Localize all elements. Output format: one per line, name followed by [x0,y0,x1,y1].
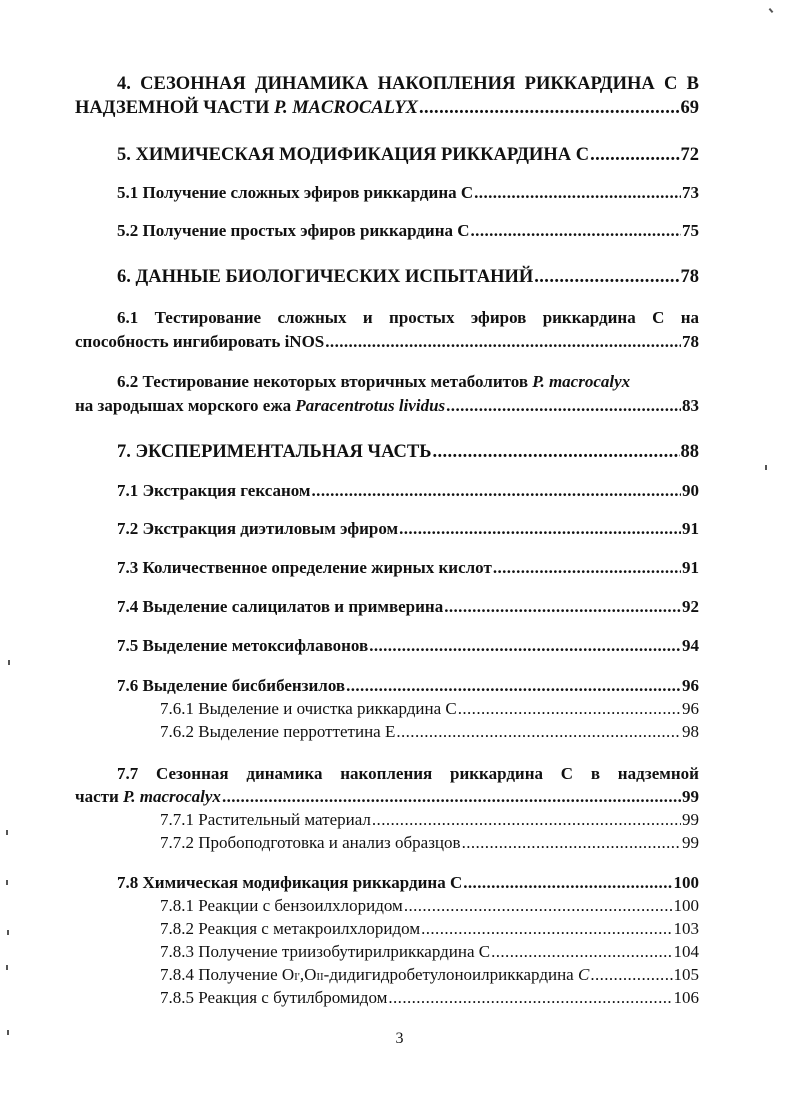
toc-word: накопления [340,764,433,783]
page-number: 92 [682,597,699,616]
page-number: 88 [680,442,699,462]
toc-entry-7-8-4 [160,964,699,988]
toc-title: 7.3 Количественное определение жирных кислот [117,558,492,577]
dot-leader [590,964,672,986]
dot-leader [325,331,681,353]
toc-title: 5.2 Получение простых эфиров риккардина С [117,221,470,240]
toc-title: ,О [299,965,317,984]
page-number: 96 [682,676,699,695]
toc-title-italic: Paracentrotus lividus [295,396,446,415]
toc-word: 4. [117,74,131,94]
dot-leader [474,182,681,204]
page-number: 104 [673,942,699,961]
dot-leader [493,557,681,579]
page-number: 91 [682,558,699,577]
toc-entry-7-2 [117,518,699,540]
toc-word: в [590,764,601,783]
page-footer-number: 3 [395,1030,404,1047]
toc-title: 7.6.2 Выделение перроттетина Е [160,722,396,741]
toc-title: 7.8.4 Получение О [160,965,295,984]
toc-word: С [663,74,678,94]
toc-word: надземной [617,764,699,783]
toc-title: 7.6.1 Выделение и очистка риккардина С [160,699,457,718]
toc-entry-7-8-2 [160,918,699,940]
toc-word: С [652,308,665,327]
page-number: 106 [673,988,699,1007]
toc-entry-6-1-line2 [75,331,699,353]
dot-leader [388,987,672,1009]
toc-title: на зародышах морского ежа [75,396,296,415]
toc-entry-6 [117,266,699,288]
toc-entry-5-1 [117,182,699,204]
page-number: 96 [682,699,699,718]
page-number: 99 [682,787,699,806]
toc-word: Сезонная [156,764,229,783]
page-number: 73 [682,183,699,202]
dot-leader [432,441,679,463]
page-number: 90 [682,481,699,500]
toc-entry-7-4 [117,596,699,618]
toc-title: 7.1 Экстракция гексаном [117,481,311,500]
toc-entry-7-6-2 [160,721,699,743]
toc-entry-4-line2 [75,97,699,119]
scan-speck [6,830,8,835]
dot-leader [491,941,672,963]
dot-leader [372,809,681,831]
toc-word: НАКОПЛЕНИЯ [377,74,516,94]
toc-word: РИККАРДИНА [524,74,655,94]
scan-speck [765,465,767,470]
toc-entry-5 [117,144,699,166]
toc-title: части [75,787,124,806]
toc-entry-5-2 [117,220,699,242]
page-number: 94 [682,636,699,655]
toc-title: НАДЗЕМНОЙ ЧАСТИ [75,98,275,118]
toc-title: 7.2 Экстракция диэтиловым эфиром [117,519,399,538]
toc-word: В [686,74,699,94]
toc-entry-7-3 [117,557,699,579]
toc-word: Тестирование [154,308,262,327]
dot-leader [369,635,681,657]
toc-word: эфиров [470,308,527,327]
toc-title: 7.8.5 Реакция с бутилбромидом [160,988,388,1007]
toc-title: 6. ДАННЫЕ БИОЛОГИЧЕСКИХ ИСПЫТАНИЙ [117,267,534,287]
toc-entry-7-7-line2 [75,786,699,808]
dot-leader [222,786,681,808]
scan-speck [7,930,9,935]
scan-speck [6,965,8,970]
page-number: 103 [673,919,699,938]
dot-leader [419,97,680,119]
page-number: 83 [682,396,699,415]
toc-word: 7.7 [117,764,139,783]
dot-leader [312,480,681,502]
dot-leader [534,266,679,288]
page-number: 72 [680,145,699,165]
toc-title: 7. ЭКСПЕРИМЕНТАЛЬНАЯ ЧАСТЬ [117,442,432,462]
toc-entry-7-1 [117,480,699,502]
dot-leader [458,698,681,720]
dot-leader [421,918,672,940]
toc-title: способность ингибировать iNOS [75,332,325,351]
toc-entry-7-6 [117,675,699,697]
toc-title: 5.1 Получение сложных эфиров риккардина С [117,183,474,202]
page-number: 98 [682,722,699,741]
toc-word: СЕЗОННАЯ [140,74,246,94]
toc-word: ДИНАМИКА [254,74,369,94]
toc-title: 7.6 Выделение бисбибензилов [117,676,346,695]
toc-word: риккардина [450,764,544,783]
toc-title: 7.8.2 Реакция с метакроилхлоридом [160,919,421,938]
toc-title-italic: P. macrocalyx [123,787,221,806]
dot-leader [346,675,681,697]
toc-entry-7-7-line1 [117,763,699,785]
toc-entry-7-8-5 [160,987,699,1009]
page-number: 100 [673,873,699,892]
toc-entry-7-7-2 [160,832,699,854]
dot-leader [446,395,681,417]
toc-title: 6.2 Тестирование некоторых вторичных метаболитов [117,372,533,391]
toc-entry-6-2-line1 [117,371,699,393]
toc-title: 7.4 Выделение салицилатов и примверина [117,597,444,616]
dot-leader [463,872,672,894]
toc-title: 7.8.1 Реакции с бензоилхлоридом [160,896,403,915]
dot-leader [404,895,673,917]
toc-title: -дидигидробетулоноилриккардина [323,965,578,984]
scan-speck [7,1030,9,1035]
toc-word: С [560,764,574,783]
dot-leader [444,596,681,618]
toc-title: 7.5 Выделение метоксифлавонов [117,636,369,655]
toc-title: 7.8.3 Получение триизобутирилриккардина С [160,942,491,961]
toc-word: риккардина [542,308,636,327]
toc-entry-7-8-3 [160,941,699,963]
toc-title: 7.7.2 Пробоподготовка и анализ образцов [160,833,461,852]
toc-title: 7.7.1 Растительный материал [160,810,371,829]
toc-entry-7-6-1 [160,698,699,720]
page-number: 105 [673,965,699,984]
dot-leader [471,220,681,242]
page-number: 100 [673,896,699,915]
toc-entry-6-1-line1 [117,307,699,329]
dot-leader [462,832,681,854]
toc-title: 5. ХИМИЧЕСКАЯ МОДИФИКАЦИЯ РИККАРДИНА С [117,145,590,165]
toc-word: и [362,308,373,327]
toc-entry-7 [117,441,699,463]
page-number: 99 [682,810,699,829]
page-number: 69 [680,98,699,118]
toc-word: 6.1 [117,308,139,327]
page-number: 78 [680,267,699,287]
toc-word: простых [389,308,455,327]
toc-entry-7-8 [117,872,699,894]
scan-speck [8,660,10,665]
toc-word: сложных [277,308,347,327]
page-number: 91 [682,519,699,538]
page-number: 78 [682,332,699,351]
toc-title-italic: P. MACROCALYX [274,98,418,118]
scan-speck [6,880,8,885]
toc-entry-7-7-1 [160,809,699,831]
toc-title: 7.8 Химическая модификация риккардина С [117,873,463,892]
toc-title-italic: P. macrocalyx [532,372,631,391]
page-number: 75 [682,221,699,240]
toc-word: на [680,308,699,327]
toc-entry-7-5 [117,635,699,657]
toc-entry-7-8-1 [160,895,699,917]
dot-leader [399,518,681,540]
superscript: II [316,971,324,983]
toc-title-italic: C [577,965,590,984]
dot-leader [590,144,679,166]
toc-word: динамика [246,764,323,783]
superscript: I' [294,971,300,983]
toc-entry-4-line1 [117,73,699,95]
dot-leader [396,721,681,743]
page-number: 99 [682,833,699,852]
toc-entry-6-2-line2 [75,395,699,417]
